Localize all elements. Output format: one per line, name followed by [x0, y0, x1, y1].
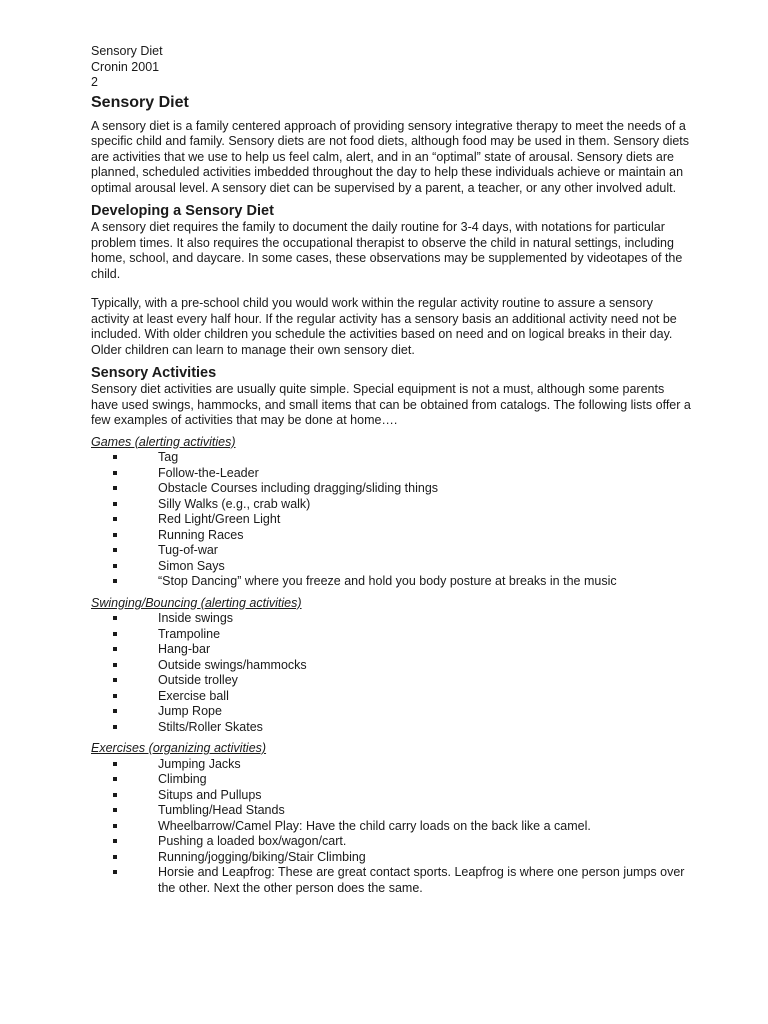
activity-list: [91, 757, 691, 897]
list-item-text: Outside trolley: [158, 673, 238, 687]
square-bullet-icon: [113, 793, 117, 797]
list-item: [91, 819, 691, 835]
list-item: [91, 627, 691, 643]
list-item-text: Hang-bar: [158, 642, 211, 656]
square-bullet-icon: [113, 777, 117, 781]
list-item: [91, 850, 691, 866]
list-item: [91, 704, 691, 720]
square-bullet-icon: [113, 517, 117, 521]
list-item-text: Jumping Jacks: [158, 756, 241, 771]
developing-paragraph-2: Typically, with a pre-school child you would work within the regular activity routine to assure a sensory activity at least every half hour. If the regular activity has a sensory basis an additional activity need not be included. With older children you schedule the activities based on need and on logical breaks in their day. Older children can learn to manage their own sensory diet.: [91, 296, 677, 357]
activities-heading: Sensory Activities: [91, 365, 217, 381]
list-item-text: Jump Rope: [158, 704, 222, 718]
list-item-text: Tug-of-war: [158, 543, 218, 557]
list-item: [91, 481, 691, 497]
document-page: [91, 44, 691, 896]
list-item: [91, 450, 691, 466]
intro-paragraph: A sensory diet is a family centered approach of providing sensory integrative therapy to meet the needs of a specific child and family. Sensory diets are not food diets, although food may be used in them. Sensory diets are activities that we use to help us feel calm, alert, and in an “optimal” state of arousal. Sensory diets are planned, scheduled activities imbedded throughout the day to help these individuals achieve or maintain an optimal arousal level. A sensory diet can be supervised by a parent, a teacher, or any other involved adult.: [91, 118, 690, 195]
list-item-text: Red Light/Green Light: [158, 512, 281, 526]
list-item: [91, 673, 691, 689]
square-bullet-icon: [113, 471, 117, 475]
list-item: [91, 611, 691, 627]
square-bullet-icon: [113, 762, 117, 766]
list-item-text: Exercise ball: [158, 688, 229, 703]
list-item-text: Running Races: [158, 527, 244, 542]
list-item-text: Trampoline: [158, 626, 221, 641]
activity-group-title: Swinging/Bouncing (alerting activities): [91, 595, 302, 610]
list-item: [91, 772, 691, 788]
list-item: [91, 720, 691, 736]
list-item: [91, 757, 691, 773]
list-item: [91, 559, 691, 575]
list-item: [91, 689, 691, 705]
square-bullet-icon: [113, 855, 117, 859]
list-item-text: Inside swings: [158, 611, 234, 625]
list-item: [91, 497, 691, 513]
list-item-text: Tag: [158, 450, 179, 464]
activity-group-title: Games (alerting activities): [91, 434, 236, 449]
square-bullet-icon: [113, 709, 117, 713]
list-item-text: Situps and Pullups: [158, 787, 262, 802]
list-item: [91, 788, 691, 804]
list-item-text: “Stop Dancing” where you freeze and hold you body posture at breaks in the music: [158, 574, 617, 588]
activities-intro: Sensory diet activities are usually quite simple. Special equipment is not a must, although some parents have used swings, hammocks, and small items that can be obtained from catalogs. The following lists offer a few examples of activities that may be done at home….: [91, 382, 691, 427]
list-item-text: Climbing: [158, 772, 207, 786]
document-title: Sensory Diet: [91, 93, 189, 111]
activity-group-title: Exercises (organizing activities): [91, 741, 267, 755]
activity-groups: [91, 435, 691, 897]
developing-paragraph-1: A sensory diet requires the family to document the daily routine for 3-4 days, with notations for particular problem times. It also requires the occupational therapist to observe the child in natural settings, including home, school, and daycare. In some cases, these observations may be supplemented by videotapes of the child.: [91, 220, 683, 281]
list-item-text: Tumbling/Head Stands: [158, 803, 285, 817]
square-bullet-icon: [113, 725, 117, 729]
list-item-text: Simon Says: [158, 558, 225, 573]
square-bullet-icon: [113, 632, 117, 636]
list-item-text: Follow-the-Leader: [158, 465, 259, 480]
list-item-text: Obstacle Courses including dragging/sliding things: [158, 481, 439, 495]
square-bullet-icon: [113, 502, 117, 506]
square-bullet-icon: [113, 647, 117, 651]
list-item-text: Silly Walks (e.g., crab walk): [158, 496, 311, 511]
developing-heading: Developing a Sensory Diet: [91, 203, 274, 219]
list-item: [91, 528, 691, 544]
page-number: 2: [91, 75, 98, 89]
list-item: [91, 512, 691, 528]
list-item: [91, 865, 691, 896]
square-bullet-icon: [113, 579, 117, 583]
square-bullet-icon: [113, 839, 117, 843]
list-item: [91, 803, 691, 819]
square-bullet-icon: [113, 870, 117, 874]
running-header-author: Cronin 2001: [91, 59, 160, 74]
list-item: [91, 466, 691, 482]
list-item-text: Horsie and Leapfrog: These are great contact sports. Leapfrog is where one person jumps over the other. Next the other person does the same.: [158, 865, 685, 895]
square-bullet-icon: [113, 486, 117, 490]
square-bullet-icon: [113, 564, 117, 568]
list-item: [91, 574, 691, 590]
running-header-title: Sensory Diet: [91, 44, 163, 58]
square-bullet-icon: [113, 616, 117, 620]
square-bullet-icon: [113, 824, 117, 828]
square-bullet-icon: [113, 533, 117, 537]
square-bullet-icon: [113, 548, 117, 552]
square-bullet-icon: [113, 678, 117, 682]
activity-list: [91, 450, 691, 590]
list-item: [91, 658, 691, 674]
square-bullet-icon: [113, 808, 117, 812]
square-bullet-icon: [113, 663, 117, 667]
square-bullet-icon: [113, 455, 117, 459]
list-item: [91, 642, 691, 658]
list-item-text: Pushing a loaded box/wagon/cart.: [158, 834, 347, 848]
list-item-text: Outside swings/hammocks: [158, 657, 307, 672]
square-bullet-icon: [113, 694, 117, 698]
list-item-text: Stilts/Roller Skates: [158, 719, 263, 734]
list-item-text: Running/jogging/biking/Stair Climbing: [158, 849, 366, 864]
activity-list: [91, 611, 691, 735]
list-item: [91, 834, 691, 850]
list-item-text: Wheelbarrow/Camel Play: Have the child carry loads on the back like a camel.: [158, 818, 591, 833]
list-item: [91, 543, 691, 559]
